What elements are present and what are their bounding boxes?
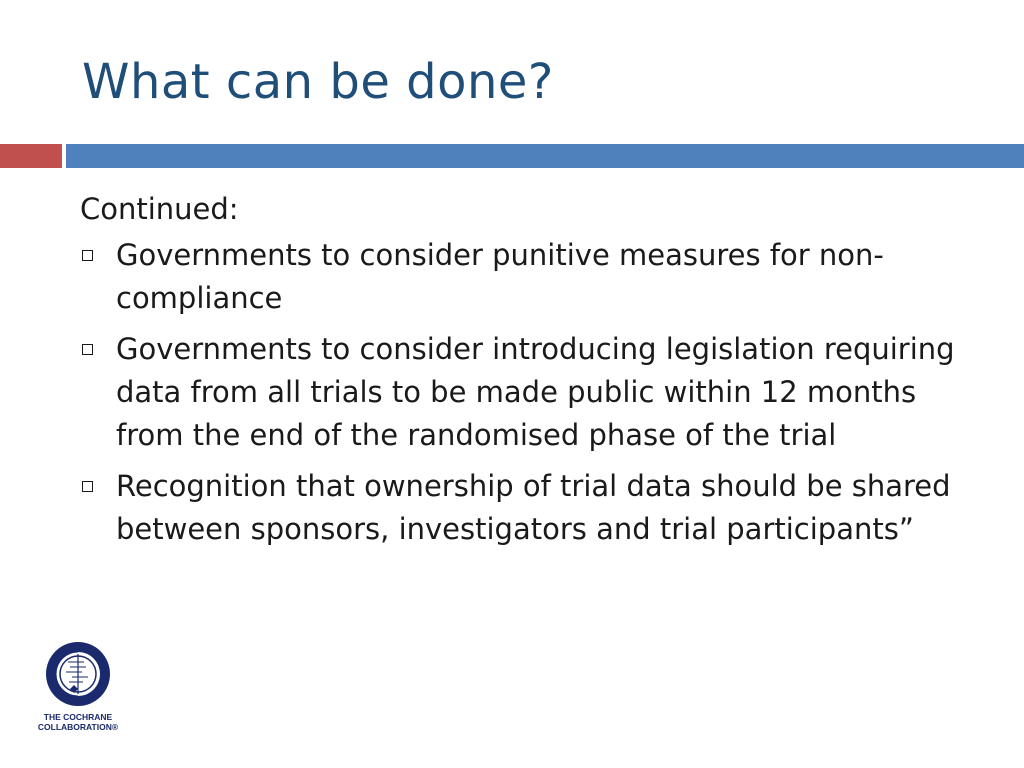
slide-body bbox=[80, 188, 990, 559]
bullet-text: Governments to consider introducing legislation requiring data from all trials to be made public within 12 months from the end of the randomised phase of the trial bbox=[116, 332, 955, 452]
square-bullet-icon bbox=[82, 344, 93, 355]
title-rule-accent bbox=[0, 144, 62, 168]
bullet-item bbox=[80, 328, 990, 457]
cochrane-logo bbox=[28, 640, 128, 740]
intro-text: Continued: bbox=[80, 192, 239, 226]
cochrane-logo-icon bbox=[28, 640, 128, 712]
square-bullet-icon bbox=[82, 250, 93, 261]
bullet-list bbox=[80, 234, 990, 551]
slide-title: What can be done? bbox=[82, 54, 554, 110]
logo-line-1: THE COCHRANE bbox=[43, 712, 113, 722]
square-bullet-icon bbox=[82, 481, 93, 492]
bullet-text: Governments to consider punitive measures for non-compliance bbox=[116, 238, 884, 315]
title-rule-bar bbox=[66, 144, 1024, 168]
logo-caption bbox=[28, 712, 128, 732]
bullet-text: Recognition that ownership of trial data should be shared between sponsors, investigators and trial participants” bbox=[116, 469, 951, 546]
bullet-item bbox=[80, 465, 990, 551]
bullet-item bbox=[80, 234, 990, 320]
logo-line-2: COLLABORATION® bbox=[37, 722, 119, 732]
